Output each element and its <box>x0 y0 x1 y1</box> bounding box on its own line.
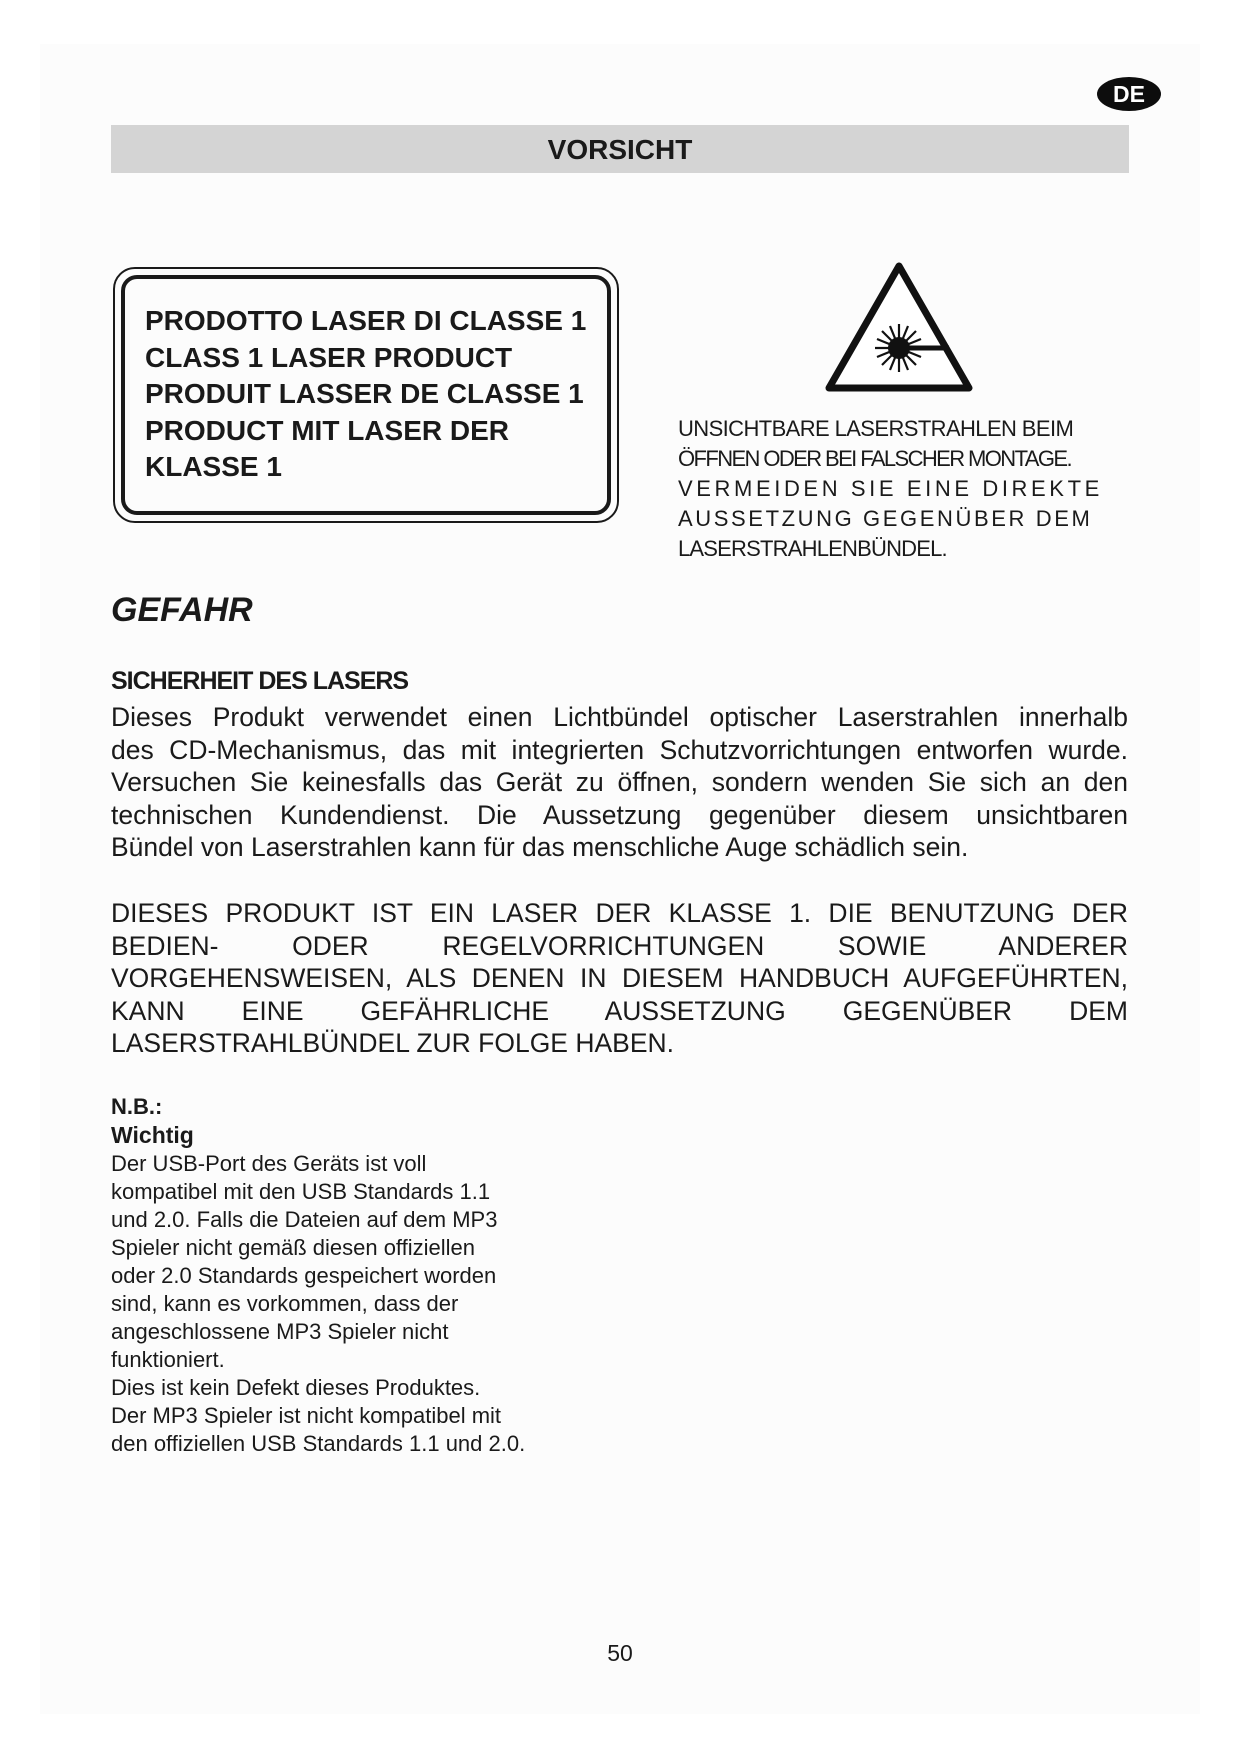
note-label: N.B.: <box>111 1094 163 1119</box>
note-line: oder 2.0 Standards gespeichert worden <box>111 1263 497 1288</box>
paragraph-line: LASERSTRAHLBÜNDEL ZUR FOLGE HABEN. <box>111 1028 675 1058</box>
warning-line: UNSICHTBARE LASERSTRAHLEN BEIM <box>678 416 1074 441</box>
laser-warning-triangle-icon <box>825 262 973 392</box>
note-line: angeschlossene MP3 Spieler nicht <box>111 1319 449 1344</box>
paragraph-line: Bündel von Laserstrahlen kann für das menschliche Auge schädlich sein. <box>111 832 969 862</box>
section-header: VORSICHT <box>111 125 1129 173</box>
label-line: KLASSE 1 <box>145 451 282 482</box>
note-line: kompatibel mit den USB Standards 1.1 <box>111 1179 491 1204</box>
note-line: funktioniert. <box>111 1347 225 1372</box>
language-badge: DE <box>1097 77 1161 111</box>
paragraph-line: DIESES PRODUKT IST EIN LASER DER KLASSE 1. DIE BENUTZUNG DER <box>111 898 1128 928</box>
warning-line: AUSSETZUNG GEGENÜBER DEM <box>678 506 1093 531</box>
note-line: Spieler nicht gemäß diesen offiziellen <box>111 1235 476 1260</box>
label-line: CLASS 1 LASER PRODUCT <box>145 341 513 373</box>
paragraph-line: des CD-Mechanismus, das mit integrierten Schutzvorrichtungen entworfen wurde. <box>111 734 1128 765</box>
note-line: und 2.0. Falls die Dateien auf dem MP3 <box>111 1207 498 1232</box>
note-line: Der MP3 Spieler ist nicht kompatibel mit <box>111 1403 502 1428</box>
laser-safety-paragraph <box>111 701 1128 864</box>
note-line: sind, kann es vorkommen, dass der <box>111 1291 459 1316</box>
laser-class-label <box>145 303 586 486</box>
class-1-warning-paragraph <box>111 897 1128 1060</box>
laser-safety-subheading: SICHERHEIT DES LASERS <box>111 667 409 695</box>
note-line: Dies ist kein Defekt dieses Produktes. <box>111 1375 481 1400</box>
paragraph-line: Dieses Produkt verwendet einen Lichtbündel optischer Laserstrahlen innerhalb <box>111 702 1128 732</box>
laser-warning-text <box>678 414 1128 564</box>
danger-heading: GEFAHR <box>111 591 253 629</box>
paragraph-line: technischen Kundendienst. Die Aussetzung gegenüber diesem unsichtbaren <box>111 799 1128 830</box>
note-line: den offiziellen USB Standards 1.1 und 2.0. <box>111 1431 526 1456</box>
warning-line: VERMEIDEN SIE EINE DIREKTE <box>678 476 1103 501</box>
paragraph-line: KANN EINE GEFÄHRLICHE AUSSETZUNG GEGENÜBER DEM <box>111 995 1128 1026</box>
label-line: PRODUIT LASSER DE CLASSE 1 <box>145 378 584 409</box>
note-line: Der USB-Port des Geräts ist voll <box>111 1151 427 1176</box>
page-number: 50 <box>607 1640 633 1666</box>
paragraph-line: BEDIEN- ODER REGELVORRICHTUNGEN SOWIE ANDERER <box>111 930 1128 961</box>
note-heading: Wichtig <box>111 1122 194 1148</box>
paragraph-line: VORGEHENSWEISEN, ALS DENEN IN DIESEM HANDBUCH AUFGEFÜHRTEN, <box>111 963 1128 993</box>
warning-line: ÖFFNEN ODER BEI FALSCHER MONTAGE. <box>678 446 1071 471</box>
warning-line: LASERSTRAHLENBÜNDEL. <box>678 536 947 561</box>
usb-note-text <box>111 1150 525 1458</box>
label-line: PRODUCT MIT LASER DER <box>145 414 509 446</box>
label-line: PRODOTTO LASER DI CLASSE 1 <box>145 305 587 336</box>
paragraph-line: Versuchen Sie keinesfalls das Gerät zu öffnen, sondern wenden Sie sich an den <box>111 767 1128 797</box>
